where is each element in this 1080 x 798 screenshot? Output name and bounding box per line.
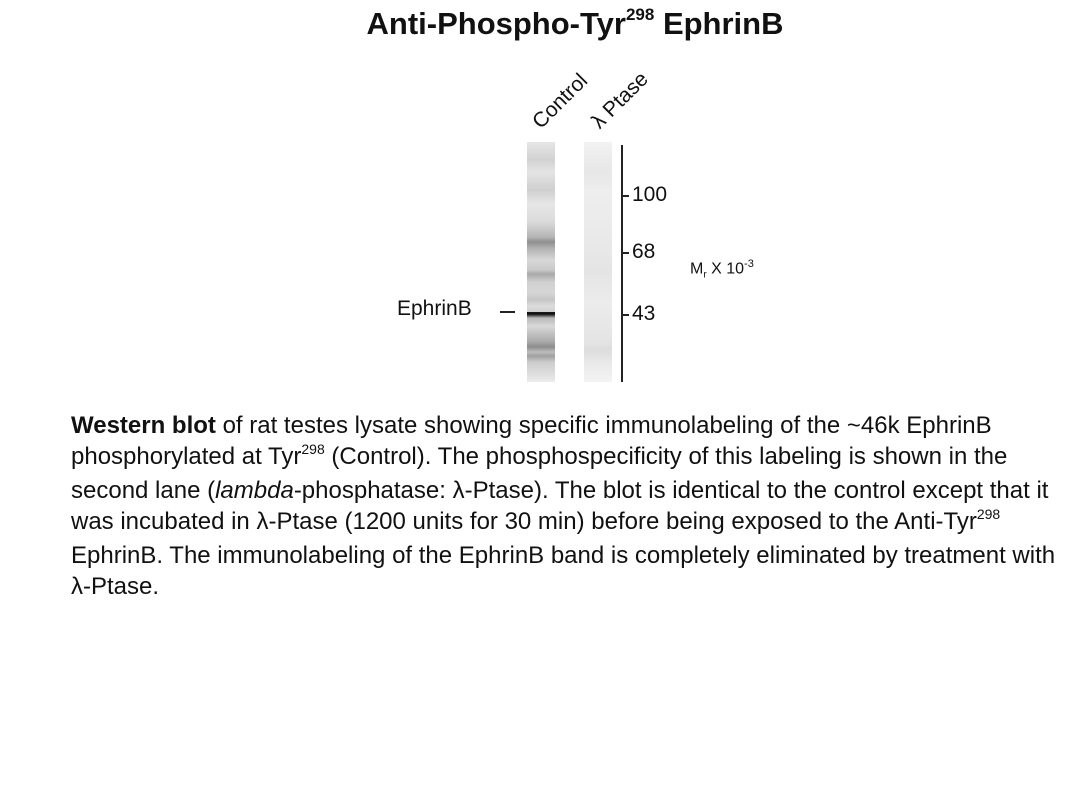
units-multiplier: X 10: [706, 260, 745, 278]
marker-tick: [623, 314, 629, 316]
marker-label-43: 43: [632, 302, 656, 325]
caption-part: EphrinB. The immunolabeling of the EphrinB band is completely eliminated by treatment with λ-Ptase.: [71, 542, 1056, 600]
blot-lane-ptase: [584, 142, 612, 382]
marker-tick: [623, 195, 629, 197]
caption-superscript: 298: [976, 506, 1001, 522]
band-indicator-dash: [500, 311, 515, 313]
marker-tick: [623, 252, 629, 254]
caption-bold: Western blot: [71, 412, 216, 439]
band-label: EphrinB: [397, 297, 472, 320]
units-subscript: r: [703, 269, 707, 281]
marker-label-68: 68: [632, 240, 656, 263]
caption-superscript: 298: [301, 441, 325, 457]
caption-part: (Control). The phosphospecificity of this labeling is shown in the second lane (: [71, 443, 1008, 504]
molecular-weight-units: [690, 258, 754, 281]
figure-caption: [71, 410, 1076, 602]
title-text: Anti-Phospho-Tyr: [366, 6, 626, 41]
marker-axis: [621, 145, 623, 382]
lane-label-control: Control: [528, 69, 593, 134]
title-superscript: 298: [625, 5, 655, 24]
lane-label-ptase: λ Ptase: [587, 67, 653, 134]
caption-italic: lambda: [215, 477, 294, 504]
units-m: M: [690, 260, 704, 278]
caption-part: -phosphatase: λ-Ptase). The blot is identical to the control except that it was incubated in λ-Ptase (1200 units for 30 min) before being exposed to the Anti-Tyr: [71, 477, 1049, 535]
units-exponent: -3: [744, 258, 754, 270]
caption-part: of rat testes lysate showing specific immunolabeling of the ~46k EphrinB phosphorylated at Tyr: [71, 412, 992, 470]
figure-title: [0, 4, 1080, 49]
title-tail: EphrinB: [654, 6, 784, 41]
marker-label-100: 100: [632, 183, 668, 206]
blot-lane-control: [527, 142, 555, 382]
